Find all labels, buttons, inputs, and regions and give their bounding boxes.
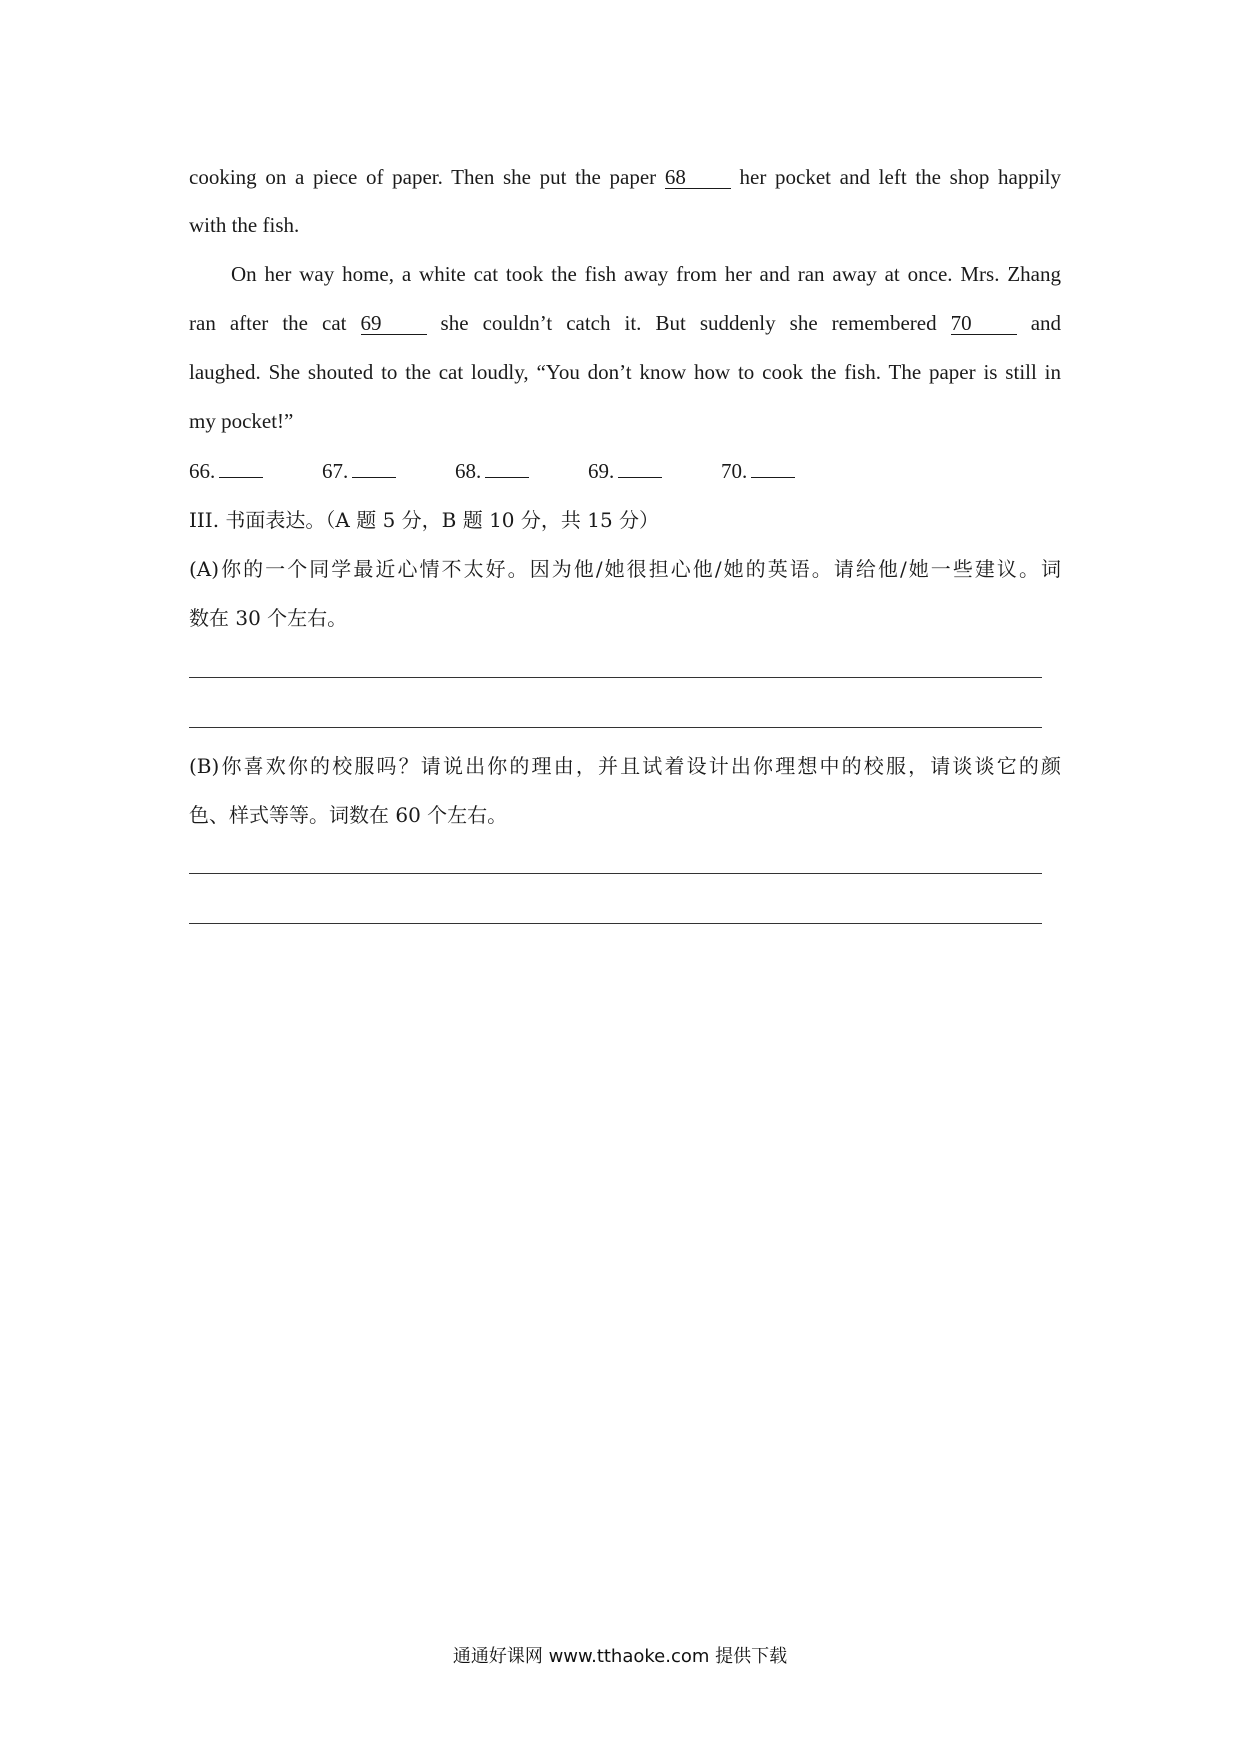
writing-line[interactable] xyxy=(189,677,1042,678)
passage-line-2: with the fish. xyxy=(189,213,300,237)
answer-number: 66. xyxy=(189,459,216,483)
answer-line[interactable] xyxy=(352,457,396,478)
blank-68: 68 xyxy=(665,166,731,189)
task-b-line-1: (B)你喜欢你的校服吗？请说出你的理由，并且试着设计出你理想中的校服，请谈谈它的颜 xyxy=(189,754,1061,778)
writing-line[interactable] xyxy=(189,873,1042,874)
passage-text: she couldn’t catch it. But suddenly she remembered xyxy=(440,311,937,335)
passage-line-3: On her way home, a white cat took the fish away from her and ran away at once. Mrs. Zhang xyxy=(231,262,1061,286)
blank-69: 69 xyxy=(361,312,427,335)
answer-line[interactable] xyxy=(751,457,795,478)
writing-line[interactable] xyxy=(189,923,1042,924)
answer-69[interactable] xyxy=(588,456,662,486)
answer-line[interactable] xyxy=(618,457,662,478)
passage-text: cooking on a piece of paper. Then she put the paper xyxy=(189,165,657,189)
passage-line-6: my pocket!” xyxy=(189,409,294,433)
blank-70: 70 xyxy=(951,312,1017,335)
passage-line-4 xyxy=(189,308,1061,338)
passage-text: her pocket and left the shop happily xyxy=(739,165,1062,189)
page-footer: 通通好课网 www.tthaoke.com 提供下载 xyxy=(452,1646,788,1667)
section-heading: III. 书面表达。（A 题 5 分，B 题 10 分，共 15 分） xyxy=(189,508,660,532)
task-a-line-2: 数在 30 个左右。 xyxy=(189,606,348,630)
task-b-line-2: 色、样式等等。词数在 60 个左右。 xyxy=(189,803,508,827)
passage-line-1 xyxy=(189,162,1061,192)
answer-70[interactable] xyxy=(721,456,795,486)
passage-text: ran after the cat xyxy=(189,311,347,335)
answer-number: 68. xyxy=(455,459,482,483)
answer-number: 67. xyxy=(322,459,349,483)
answer-number: 69. xyxy=(588,459,615,483)
answer-67[interactable] xyxy=(322,456,396,486)
answer-line[interactable] xyxy=(219,457,263,478)
answer-line[interactable] xyxy=(485,457,529,478)
task-a-line-1: (A)你的一个同学最近心情不太好。因为他/她很担心他/她的英语。请给他/她一些建议。词 xyxy=(189,557,1061,581)
answer-66[interactable] xyxy=(189,456,263,486)
answer-number: 70. xyxy=(721,459,748,483)
passage-text: and xyxy=(1030,311,1062,335)
passage-line-5: laughed. She shouted to the cat loudly, “You don’t know how to cook the fish. The paper is still in xyxy=(189,360,1061,384)
answer-68[interactable] xyxy=(455,456,529,486)
writing-line[interactable] xyxy=(189,727,1042,728)
